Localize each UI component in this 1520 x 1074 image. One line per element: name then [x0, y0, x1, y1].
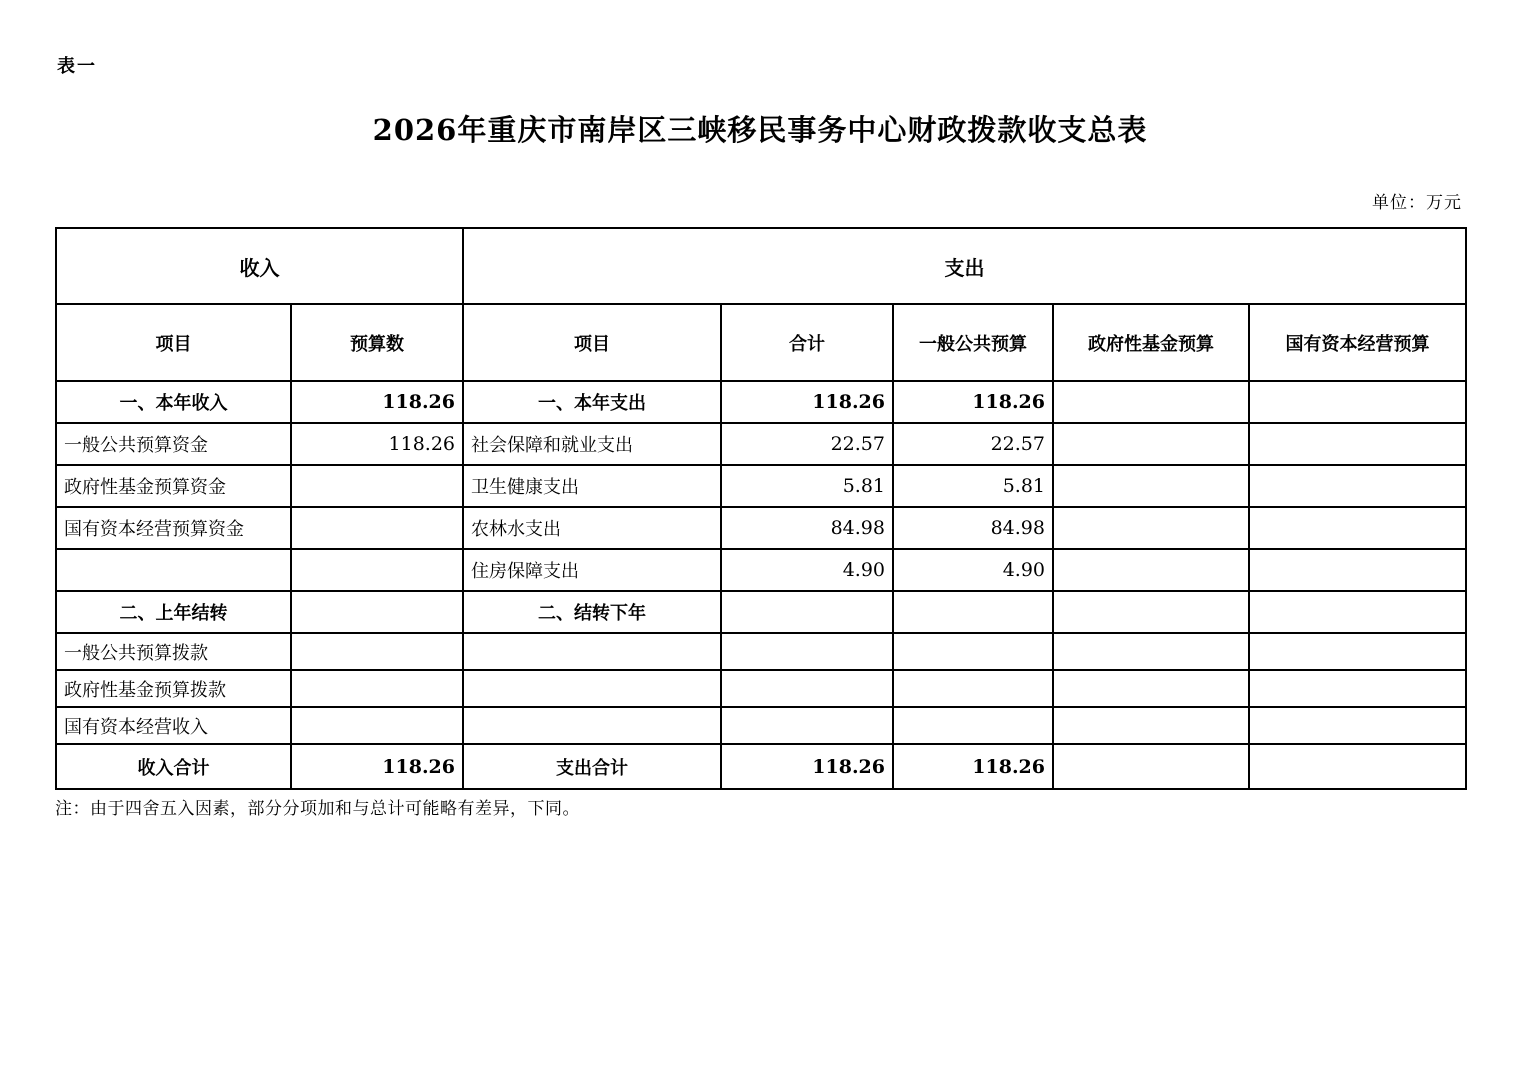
table-cell — [721, 707, 893, 744]
table-cell — [1053, 707, 1249, 744]
table-cell: 118.26 — [893, 744, 1053, 789]
table-row — [56, 465, 1466, 507]
table-cell: 5.81 — [893, 465, 1053, 507]
column-header-income-item: 项目 — [56, 304, 291, 381]
table-cell: 118.26 — [721, 381, 893, 423]
table-cell — [893, 670, 1053, 707]
budget-table — [55, 227, 1467, 790]
table-cell — [291, 591, 463, 633]
table-cell — [1249, 707, 1466, 744]
column-header-row — [56, 304, 1466, 381]
table-cell — [291, 707, 463, 744]
table-cell — [1249, 549, 1466, 591]
table-cell — [56, 549, 291, 591]
table-cell: 二、上年结转 — [56, 591, 291, 633]
column-header-expense-item: 项目 — [463, 304, 721, 381]
table-row — [56, 744, 1466, 789]
table-cell — [1249, 465, 1466, 507]
table-cell: 118.26 — [721, 744, 893, 789]
table-cell: 国有资本经营收入 — [56, 707, 291, 744]
table-cell — [291, 633, 463, 670]
column-header-general-public: 一般公共预算 — [893, 304, 1053, 381]
table-cell — [1249, 633, 1466, 670]
table-cell — [463, 707, 721, 744]
table-cell — [291, 465, 463, 507]
group-header-row — [56, 228, 1466, 304]
table-cell: 118.26 — [291, 381, 463, 423]
table-cell — [291, 670, 463, 707]
table-cell: 84.98 — [721, 507, 893, 549]
table-cell — [1249, 670, 1466, 707]
column-header-budget-amount: 预算数 — [291, 304, 463, 381]
table-cell: 支出合计 — [463, 744, 721, 789]
table-cell: 国有资本经营预算资金 — [56, 507, 291, 549]
table-cell: 一、本年收入 — [56, 381, 291, 423]
table-cell: 118.26 — [893, 381, 1053, 423]
table-row — [56, 670, 1466, 707]
table-body — [56, 381, 1466, 789]
sheet-label: 表一 — [57, 56, 97, 77]
table-cell — [721, 670, 893, 707]
table-cell: 22.57 — [893, 423, 1053, 465]
table-cell: 二、结转下年 — [463, 591, 721, 633]
table-cell — [463, 670, 721, 707]
table-cell: 22.57 — [721, 423, 893, 465]
table-cell — [1249, 507, 1466, 549]
group-header-income: 收入 — [56, 228, 463, 304]
column-header-state-capital: 国有资本经营预算 — [1249, 304, 1466, 381]
table-cell — [1249, 423, 1466, 465]
table-cell — [1053, 465, 1249, 507]
table-cell: 118.26 — [291, 744, 463, 789]
table-row — [56, 507, 1466, 549]
table-cell: 卫生健康支出 — [463, 465, 721, 507]
table-cell — [1053, 549, 1249, 591]
table-cell — [1053, 381, 1249, 423]
table-cell: 一、本年支出 — [463, 381, 721, 423]
table-cell — [721, 633, 893, 670]
table-cell: 4.90 — [893, 549, 1053, 591]
table-cell — [1249, 381, 1466, 423]
table-cell — [1053, 670, 1249, 707]
table-cell: 一般公共预算资金 — [56, 423, 291, 465]
table-cell — [893, 591, 1053, 633]
table-cell: 农林水支出 — [463, 507, 721, 549]
table-cell: 4.90 — [721, 549, 893, 591]
column-header-gov-fund: 政府性基金预算 — [1053, 304, 1249, 381]
table-cell — [721, 591, 893, 633]
table-row — [56, 633, 1466, 670]
table-row — [56, 381, 1466, 423]
table-cell — [291, 549, 463, 591]
group-header-expense: 支出 — [463, 228, 1466, 304]
table-row — [56, 591, 1466, 633]
table-cell: 政府性基金预算拨款 — [56, 670, 291, 707]
table-cell — [1053, 591, 1249, 633]
table-cell — [291, 507, 463, 549]
table-header — [56, 228, 1466, 381]
table-cell — [893, 707, 1053, 744]
table-cell: 住房保障支出 — [463, 549, 721, 591]
table-cell: 118.26 — [291, 423, 463, 465]
table-cell: 社会保障和就业支出 — [463, 423, 721, 465]
table-cell — [1053, 507, 1249, 549]
table-cell: 一般公共预算拨款 — [56, 633, 291, 670]
table-cell: 政府性基金预算资金 — [56, 465, 291, 507]
table-cell — [1053, 633, 1249, 670]
table-cell: 84.98 — [893, 507, 1053, 549]
footnote: 注：由于四舍五入因素，部分分项加和与总计可能略有差异，下同。 — [55, 799, 580, 819]
table-row — [56, 423, 1466, 465]
table-cell — [1053, 423, 1249, 465]
table-row — [56, 707, 1466, 744]
table-cell — [893, 633, 1053, 670]
table-row — [56, 549, 1466, 591]
table-cell: 5.81 — [721, 465, 893, 507]
table-cell: 收入合计 — [56, 744, 291, 789]
page-title: 2026年重庆市南岸区三峡移民事务中心财政拨款收支总表 — [372, 113, 1148, 147]
table-cell — [1249, 591, 1466, 633]
table-cell — [1053, 744, 1249, 789]
unit-label: 单位：万元 — [1372, 193, 1462, 213]
table-cell — [1249, 744, 1466, 789]
table-cell — [463, 633, 721, 670]
column-header-total: 合计 — [721, 304, 893, 381]
